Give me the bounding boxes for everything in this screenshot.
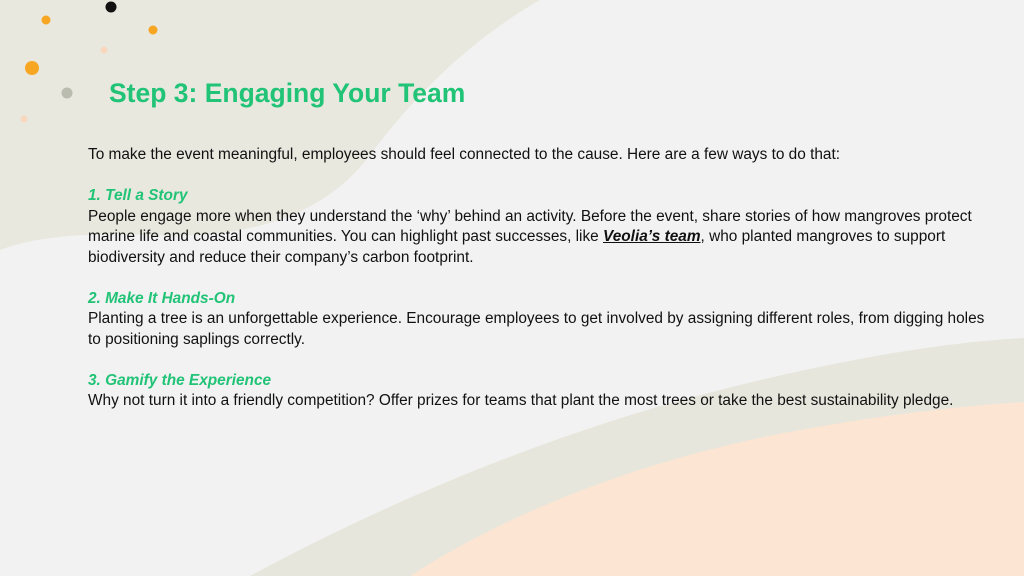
decor-dot-orange-3 xyxy=(25,61,39,75)
decor-dot-black xyxy=(106,2,117,13)
slide-title: Step 3: Engaging Your Team xyxy=(109,78,466,108)
section-gamify-the-experience xyxy=(88,371,988,412)
body-text-after-link: , who planted mangroves to support biodiversity and reduce their company’s carbon footprint. xyxy=(88,228,946,266)
section-heading: 1. Tell a Story xyxy=(88,187,188,204)
decor-dot-orange-2 xyxy=(149,26,158,35)
section-body: Planting a tree is an unforgettable experience. Encourage employees to get involved by assigning different roles, from digging holes to positioning saplings correctly. xyxy=(88,310,985,348)
slide-content xyxy=(88,145,988,412)
section-heading: 3. Gamify the Experience xyxy=(88,371,272,389)
section-tell-a-story xyxy=(88,186,988,268)
veolia-team-link[interactable]: Veolia’s team xyxy=(603,228,701,245)
intro-paragraph: To make the event meaningful, employees should feel connected to the cause. Here are a few ways to do that: xyxy=(88,146,841,163)
decor-dot-gray xyxy=(62,88,73,99)
section-body: Why not turn it into a friendly competition? Offer prizes for teams that plant the most trees or take the best sustainability pledge. xyxy=(88,392,954,409)
section-body xyxy=(88,207,988,269)
section-make-it-hands-on xyxy=(88,289,988,351)
decor-dot-peach-2 xyxy=(21,116,28,123)
decor-dot-orange-1 xyxy=(42,16,51,25)
section-heading: 2. Make It Hands-On xyxy=(88,289,236,307)
decor-dot-peach-1 xyxy=(101,47,108,54)
body-text-before-link: People engage more when they understand the ‘why’ behind an activity. Before the event, share stories of how mangroves protect marine life and coastal communities. You can highlight past successes, like xyxy=(88,207,972,245)
